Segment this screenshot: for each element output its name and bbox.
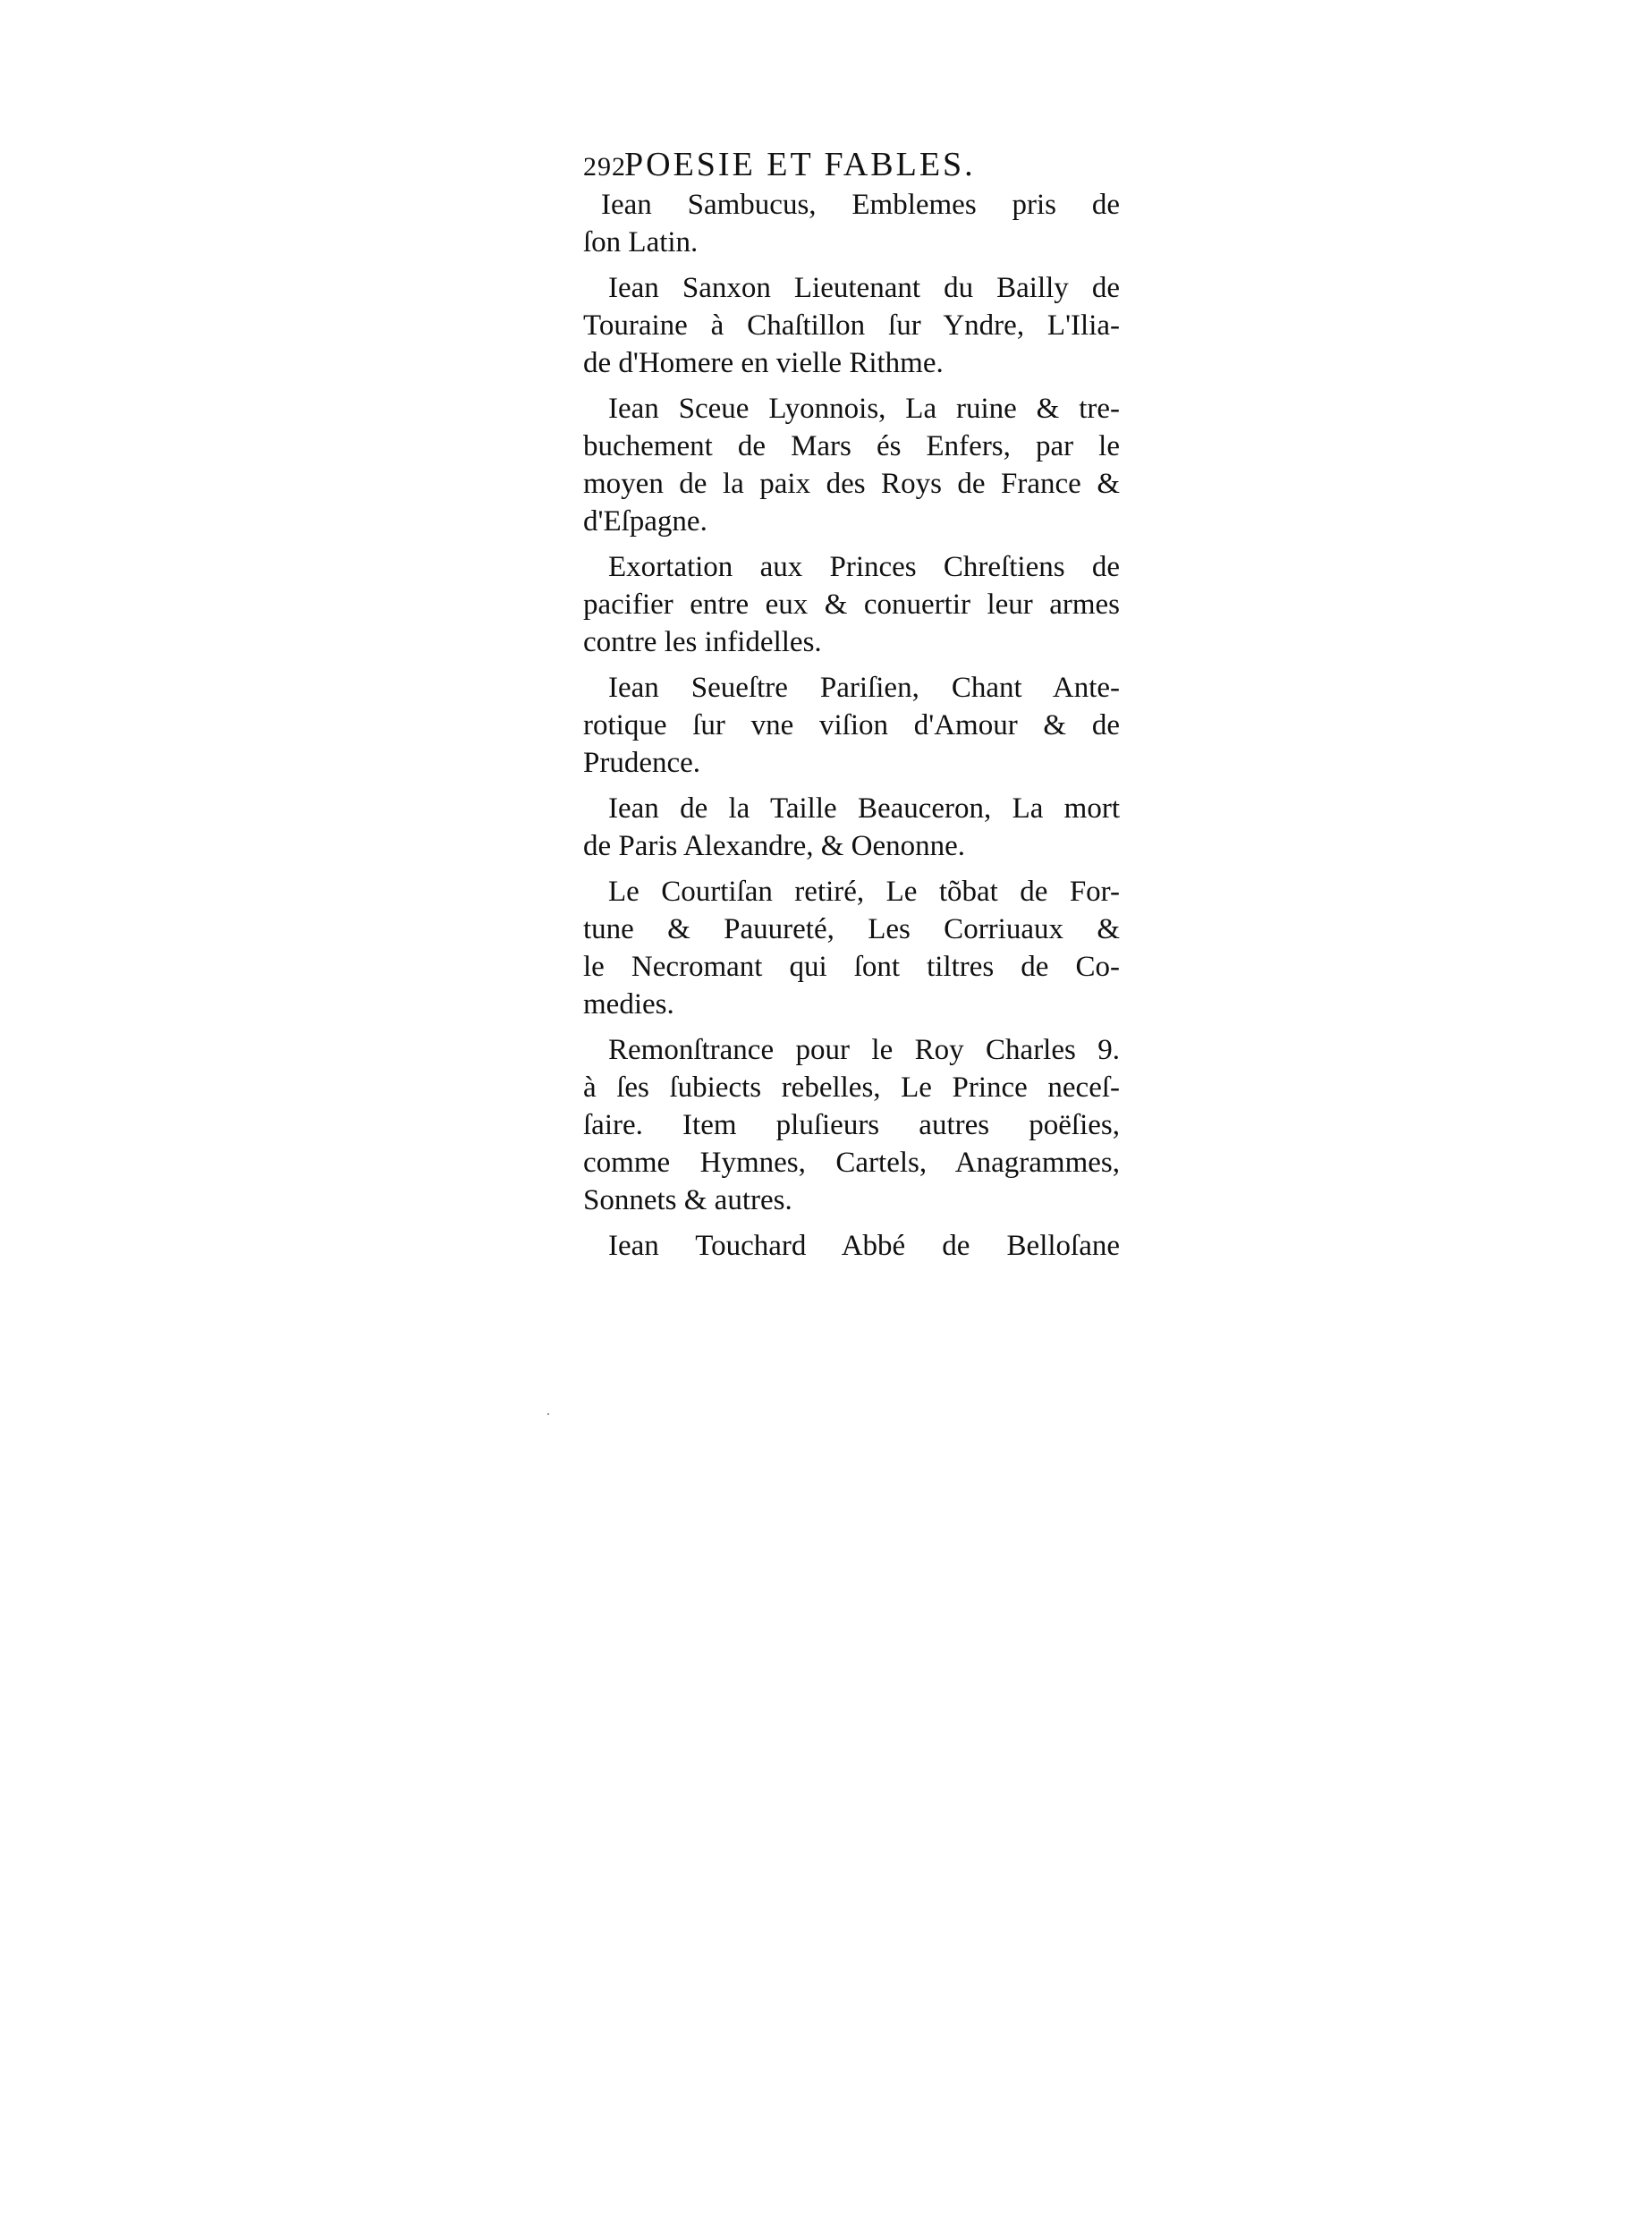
text-line: Iean Sceue Lyonnois, La ruine & tre-: [608, 393, 1120, 425]
entry-exortation: [583, 548, 1120, 661]
running-title: POESIE ET FABLES.: [624, 146, 976, 183]
text-line: d'Eſpagne.: [583, 505, 707, 538]
text-line: contre les infidelles.: [583, 626, 822, 658]
text-line: Iean Sambucus, Emblemes pris de: [601, 189, 1120, 221]
entry-seuestre: [583, 669, 1120, 782]
text-line: à ſes ſubiects rebelles, Le Prince neceſ-: [583, 1071, 1120, 1104]
text-line: Remonſtrance pour le Roy Charles 9.: [608, 1034, 1120, 1066]
text-line: ſon Latin.: [583, 226, 699, 258]
text-column: [583, 145, 1120, 1265]
text-line: Prudence.: [583, 747, 701, 779]
text-line: Iean Touchard Abbé de Belloſane: [608, 1230, 1120, 1262]
text-line: comme Hymnes, Cartels, Anagrammes,: [583, 1147, 1120, 1179]
text-line: ſaire. Item pluſieurs autres poëſies,: [583, 1109, 1120, 1141]
entry-sanxon: [583, 269, 1120, 382]
page-number: 292: [583, 152, 626, 182]
text-line: Iean Sanxon Lieutenant du Bailly de: [608, 272, 1120, 304]
text-line: Exortation aux Princes Chreſtiens de: [608, 551, 1120, 583]
text-line: tune & Pauureté, Les Corriuaux &: [583, 913, 1120, 945]
text-line: Touraine à Chaſtillon ſur Yndre, L'Ilia-: [583, 309, 1120, 342]
text-line: Sonnets & autres.: [583, 1184, 792, 1216]
scan-speck: [547, 1413, 549, 1415]
entry-sceue: [583, 390, 1120, 540]
text-line: buchement de Mars és Enfers, par le: [583, 430, 1120, 462]
entry-courtisan: [583, 873, 1120, 1023]
text-line: de Paris Alexandre, & Oenonne.: [583, 830, 966, 862]
text-line: rotique ſur vne viſion d'Amour & de: [583, 709, 1120, 741]
text-line: Le Courtiſan retiré, Le tõbat de For-: [608, 876, 1120, 908]
text-line: le Necromant qui ſont tiltres de Co-: [583, 951, 1120, 983]
page-header: [583, 145, 1120, 182]
entry-touchard: [583, 1227, 1120, 1265]
text-line: Iean de la Taille Beauceron, La mort: [608, 792, 1120, 825]
text-line: pacifier entre eux & conuertir leur armes: [583, 589, 1120, 621]
text-line: medies.: [583, 988, 674, 1021]
entry-sambucus: [583, 186, 1120, 261]
text-line: moyen de la paix des Roys de France &: [583, 468, 1120, 500]
text-line: de d'Homere en vielle Rithme.: [583, 347, 944, 379]
entry-taille: [583, 790, 1120, 865]
text-line: Iean Seueſtre Pariſien, Chant Ante-: [608, 672, 1120, 704]
entry-remonstrance: [583, 1031, 1120, 1219]
